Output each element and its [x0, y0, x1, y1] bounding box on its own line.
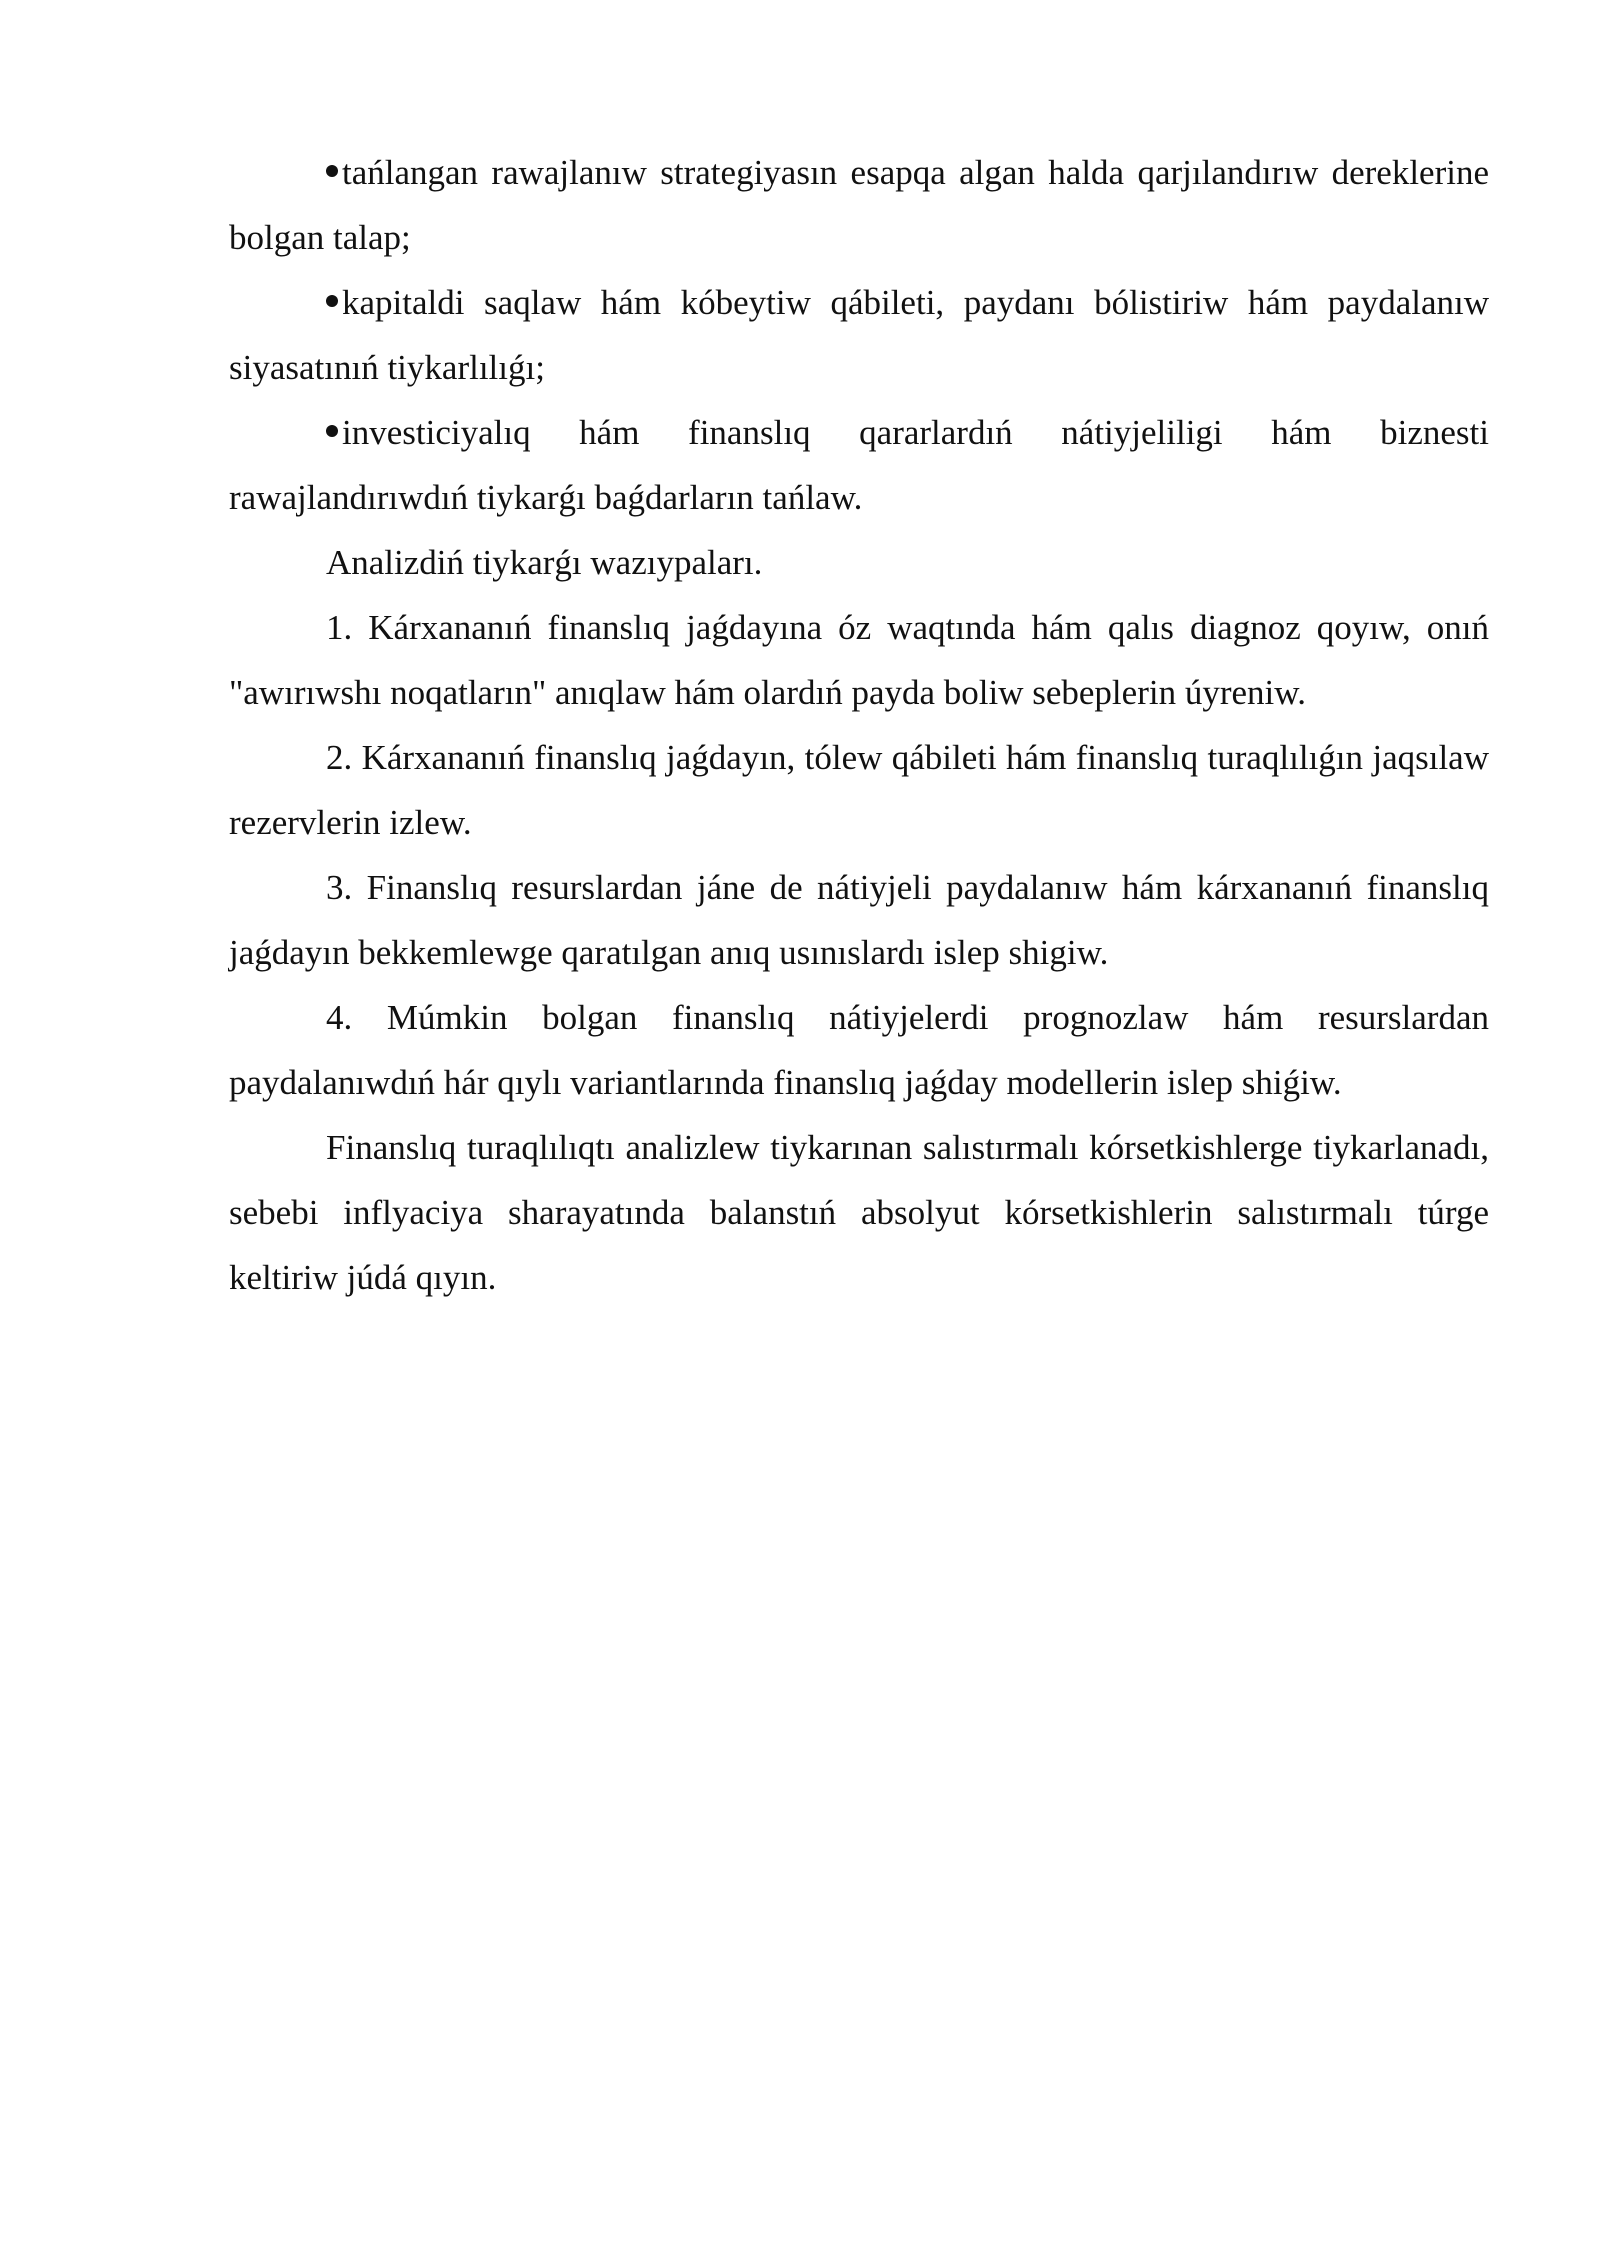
bullet-text: kapitaldi saqlaw hám kóbeytiw qábileti, paydanı bólistiriw hám paydalanıw siyasatınıń tiykarlılıǵı; — [229, 283, 1489, 387]
bullet-item — [229, 270, 1489, 400]
document-page — [229, 140, 1489, 1310]
bullet-item — [229, 140, 1489, 270]
task-item: 1. Kárxananıń finanslıq jaǵdayına óz waqtında hám qalıs diagnoz qoyıw, onıń "awırıwshı noqatların" anıqlaw hám olardıń payda boliw sebeplerin úyreniw. — [229, 608, 1489, 712]
closing-paragraph: Finanslıq turaqlılıqtı analizlew tiykarınan salıstırmalı kórsetkishlerge tiykarlanadı, sebebi inflyaciya sharayatında balanstıń absolyut kórsetkishlerin salıstırmalı túrge keltiriw júdá qıyın. — [229, 1128, 1489, 1297]
bullet-text: investiciyalıq hám finanslıq qararlardıń nátiyjeliligi hám biznesti rawajlandırıwdıń tiykarǵı baǵdarların tańlaw. — [229, 413, 1489, 517]
task-item: 3. Finanslıq resurslardan jáne de nátiyjeli paydalanıw hám kárxananıń finanslıq jaǵdayın bekkemlewge qaratılgan anıq usınıslardı islep shigiw. — [229, 868, 1489, 972]
tasks-heading: Analizdiń tiykarǵı wazıypaları. — [326, 543, 763, 582]
task-item: 2. Kárxananıń finanslıq jaǵdayın, tólew qábileti hám finanslıq turaqlılıǵın jaqsılaw rezervlerin izlew. — [229, 738, 1489, 842]
bullet-item — [229, 400, 1489, 530]
task-item: 4. Múmkin bolgan finanslıq nátiyjelerdi prognozlaw hám resurslardan paydalanıwdıń hár qıylı variantlarında finanslıq jaǵday modellerin islep shiǵiw. — [229, 998, 1489, 1102]
bullet-icon — [326, 295, 338, 307]
bullet-icon — [326, 425, 338, 437]
bullet-text: tańlangan rawajlanıw strategiyasın esapqa algan halda qarjılandırıw dereklerine bolgan talap; — [229, 153, 1489, 257]
bullet-icon — [326, 165, 338, 177]
